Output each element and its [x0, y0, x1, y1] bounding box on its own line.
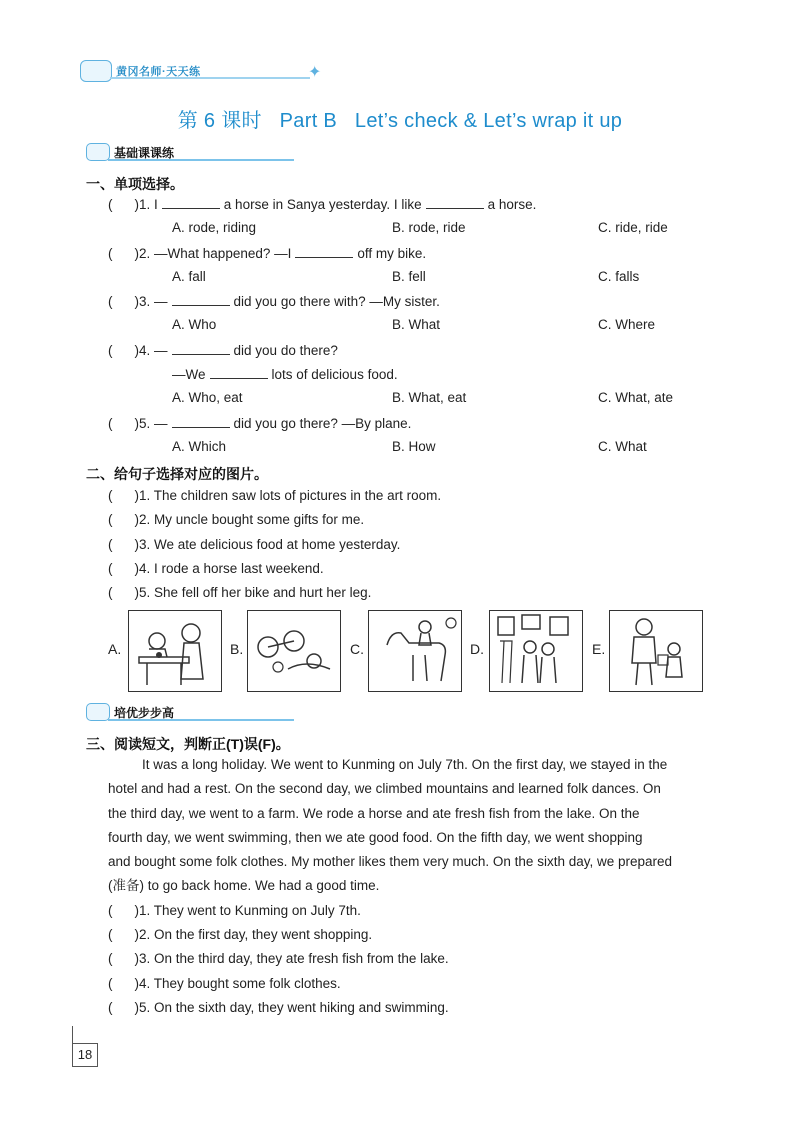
- section-badge-advanced: [86, 703, 296, 721]
- picture-b-bike-fall: [247, 610, 341, 692]
- badge-label: 培优步步高: [114, 706, 175, 720]
- picture-d-art-room: [489, 610, 583, 692]
- match-item-5: ( )5. She fell off her bike and hurt her leg.: [108, 585, 372, 600]
- tf-item-2: ( )2. On the first day, they went shopping.: [108, 927, 373, 942]
- q2-option-c: C. falls: [598, 269, 640, 284]
- question-1: ( )1. I a horse in Sanya yesterday. I like a horse.: [108, 197, 537, 212]
- q4-option-a: A. Who, eat: [172, 390, 243, 405]
- picture-label-c: C.: [350, 641, 364, 657]
- tf-item-5: ( )5. On the sixth day, they went hiking and swimming.: [108, 1000, 449, 1015]
- section3-heading: 三、阅读短文，判断正(T)误(F)。: [86, 736, 290, 752]
- lesson-topic: Let’s check & Let’s wrap it up: [354, 110, 623, 132]
- page-number: 18: [72, 1043, 98, 1067]
- match-item-2: ( )2. My uncle bought some gifts for me.: [108, 512, 365, 527]
- reading-passage: [108, 753, 718, 899]
- picture-c-horse: [368, 610, 462, 692]
- sparkle-icon: ✦: [308, 64, 322, 81]
- page-margin-line: [72, 1026, 73, 1043]
- section1-heading: 一、单项选择。: [86, 176, 184, 192]
- q1-option-b: B. rode, ride: [392, 220, 466, 235]
- q1-option-c: C. ride, ride: [598, 220, 668, 235]
- brand-text: 黄冈名师·天天练: [116, 66, 201, 78]
- tf-item-4: ( )4. They bought some folk clothes.: [108, 976, 341, 991]
- picture-label-a: A.: [108, 641, 122, 657]
- answer-blank[interactable]: [172, 415, 230, 428]
- q5-option-a: A. Which: [172, 439, 227, 454]
- passage-line: (准备) to go back home. We had a good time.: [108, 878, 380, 894]
- q1-option-a: A. rode, riding: [172, 220, 257, 235]
- passage-line: hotel and had a rest. On the second day, we climbed mountains and learned folk dances. On: [108, 781, 661, 797]
- picture-label-e: E.: [592, 641, 606, 657]
- q2-option-b: B. fell: [392, 269, 426, 284]
- q3-option-c: C. Where: [598, 317, 656, 332]
- bear-logo-icon: [80, 60, 112, 82]
- bear-icon: [86, 703, 110, 721]
- q5-option-c: C. What: [598, 439, 647, 454]
- q4-option-b: B. What, eat: [392, 390, 467, 405]
- answer-blank[interactable]: [295, 245, 353, 258]
- q3-option-b: B. What: [392, 317, 441, 332]
- lesson-part: Part B: [279, 110, 338, 132]
- brand-header: [80, 60, 322, 82]
- badge-label: 基础课课练: [114, 146, 175, 160]
- passage-line: fourth day, we went swimming, then we ate good food. On the fifth day, we went shopping: [108, 829, 643, 845]
- question-5: ( )5. — did you go there? —By plane.: [108, 416, 412, 431]
- section2-heading: 二、给句子选择对应的图片。: [86, 466, 268, 482]
- answer-blank[interactable]: [162, 196, 220, 209]
- answer-blank[interactable]: [210, 366, 268, 379]
- match-item-1: ( )1. The children saw lots of pictures in the art room.: [108, 488, 442, 503]
- tf-item-3: ( )3. On the third day, they ate fresh fish from the lake.: [108, 951, 449, 966]
- answer-blank[interactable]: [172, 293, 230, 306]
- question-4-line2: —We lots of delicious food.: [172, 367, 398, 382]
- page-title: [0, 104, 800, 133]
- picture-label-b: B.: [230, 641, 244, 657]
- section-badge-basic: [86, 143, 296, 161]
- bear-icon: [86, 143, 110, 161]
- passage-line: and bought some folk clothes. My mother likes them very much. On the sixth day, we prepared: [108, 854, 673, 870]
- q3-option-a: A. Who: [172, 317, 217, 332]
- q5-option-b: B. How: [392, 439, 436, 454]
- match-item-4: ( )4. I rode a horse last weekend.: [108, 561, 324, 576]
- answer-blank[interactable]: [172, 342, 230, 355]
- answer-blank[interactable]: [426, 196, 484, 209]
- question-4: ( )4. — did you do there?: [108, 343, 338, 358]
- passage-line: It was a long holiday. We went to Kunming on July 7th. On the first day, we stayed in the: [142, 757, 668, 772]
- picture-a-restaurant: [128, 610, 222, 692]
- passage-line: the third day, we went to a farm. We rode a horse and ate fresh fish from the lake. On the: [108, 805, 640, 821]
- lesson-number: 第 6 课时: [177, 110, 262, 132]
- q2-option-a: A. fall: [172, 269, 206, 284]
- tf-item-1: ( )1. They went to Kunming on July 7th.: [108, 903, 361, 918]
- q4-option-c: C. What, ate: [598, 390, 674, 405]
- question-3: ( )3. — did you go there with? —My sister.: [108, 294, 440, 309]
- picture-label-d: D.: [470, 641, 484, 657]
- match-item-3: ( )3. We ate delicious food at home yesterday.: [108, 537, 401, 552]
- picture-e-gifts: [609, 610, 703, 692]
- question-2: ( )2. —What happened? —I off my bike.: [108, 246, 427, 261]
